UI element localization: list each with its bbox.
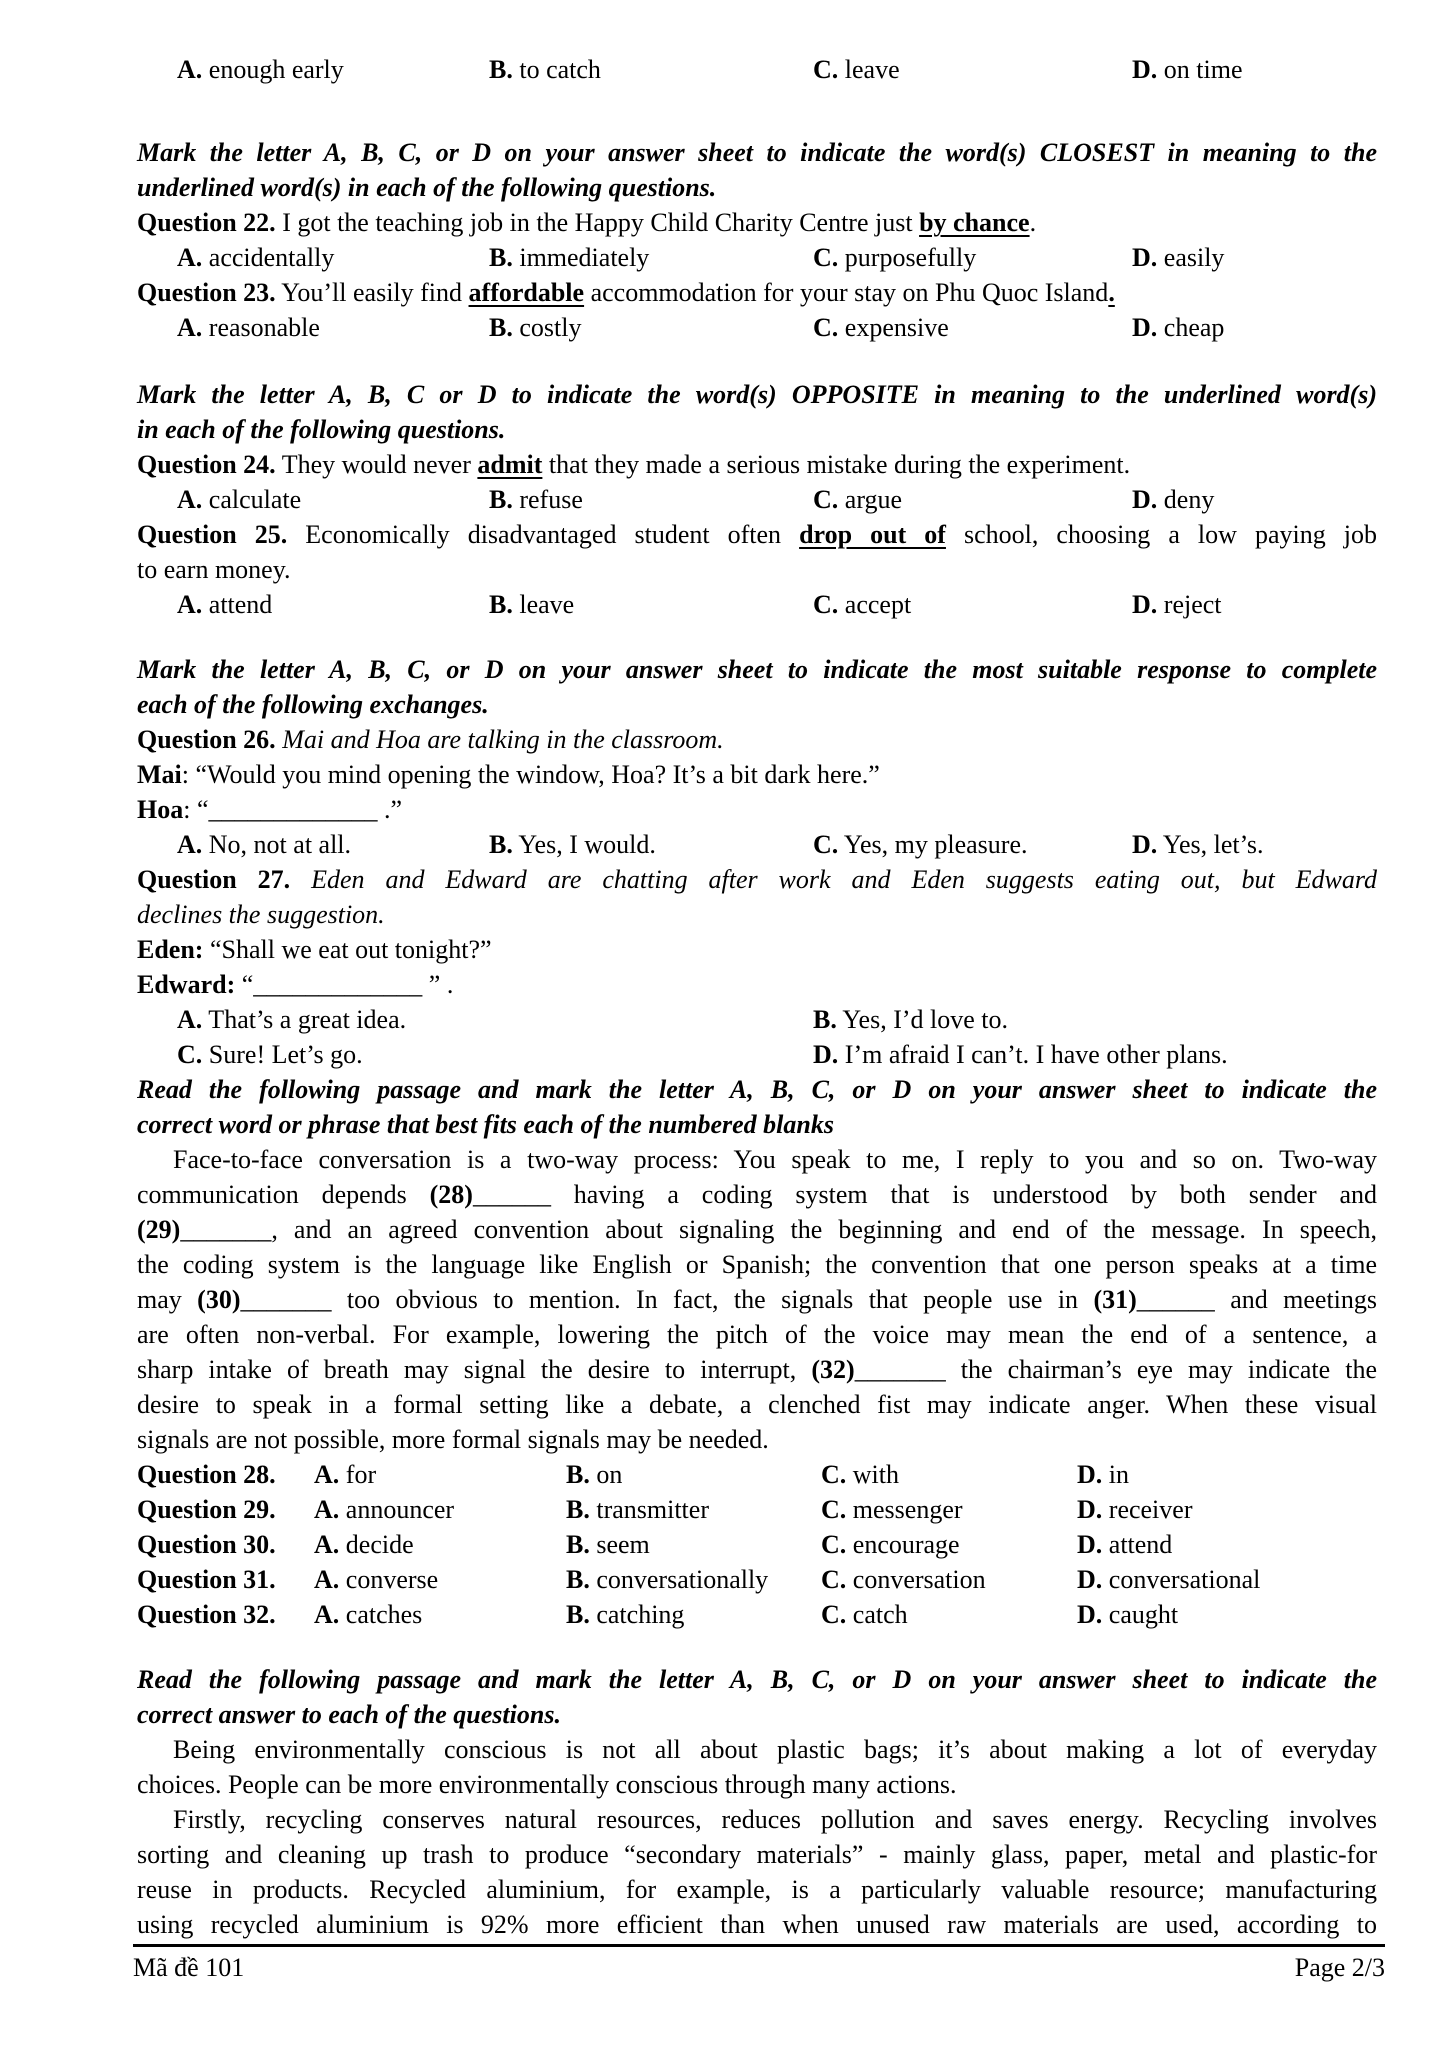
question-options-row <box>137 1597 1377 1632</box>
options-row <box>137 1037 1377 1072</box>
option-D: D. in <box>1077 1460 1130 1489</box>
passage-line: desire to speak in a formal setting like a debate, a clenched fist may indicate anger. When these visual <box>137 1390 1377 1419</box>
option-B: B. catching <box>566 1600 685 1629</box>
passage-line: Face-to-face conversation is a two-way process: You speak to me, I reply to you and so on. Two-way <box>173 1145 1377 1174</box>
passage-line: communication depends (28)______ having a coding system that is understood by both sender and <box>137 1180 1378 1209</box>
question-line: Question 24. They would never admit that they made a serious mistake during the experiment. <box>137 450 1131 479</box>
dialogue-line: Edward: “_____________ ” . <box>137 970 454 999</box>
instruction-line: Mark the letter A, B, C, or D on your answer sheet to indicate the word(s) CLOSEST in meaning to the <box>137 138 1377 167</box>
passage-line: reuse in products. Recycled aluminium, for example, is a particularly valuable resource; manufacturing <box>137 1875 1377 1904</box>
option-B: B. seem <box>566 1530 650 1559</box>
instruction-line: Read the following passage and mark the letter A, B, C, or D on your answer sheet to indicate the <box>137 1075 1377 1104</box>
option-A: A. No, not at all. <box>177 830 352 859</box>
option-C: C. Sure! Let’s go. <box>177 1040 363 1069</box>
options-row <box>137 1002 1377 1037</box>
options-row <box>137 827 1377 862</box>
options-row <box>137 587 1377 622</box>
question-label: Question 29. <box>137 1495 276 1524</box>
option-A: A. reasonable <box>177 313 320 342</box>
question-label: Question 32. <box>137 1600 276 1629</box>
question-label: Question 31. <box>137 1565 276 1594</box>
dialogue-line: Eden: “Shall we eat out tonight?” <box>137 935 492 964</box>
option-A: A. catches <box>314 1600 423 1629</box>
option-C: C. conversation <box>821 1565 986 1594</box>
options-row <box>137 240 1377 275</box>
option-B: B. transmitter <box>566 1495 709 1524</box>
option-D: D. Yes, let’s. <box>1132 830 1264 859</box>
question-line: declines the suggestion. <box>137 900 385 929</box>
question-options-row <box>137 1527 1377 1562</box>
option-C: C. with <box>821 1460 900 1489</box>
dialogue-line: Hoa: “_____________ .” <box>137 795 403 824</box>
passage-line: (29)_______, and an agreed convention about signaling the beginning and end of the message. In speech, <box>137 1215 1377 1244</box>
option-A: A. announcer <box>314 1495 455 1524</box>
option-D: D. reject <box>1132 590 1222 619</box>
page-number: Page 2/3 <box>1294 1953 1385 1982</box>
question-line: Question 22. I got the teaching job in the Happy Child Charity Centre just by chance. <box>137 208 1037 237</box>
passage-line: signals are not possible, more formal signals may be needed. <box>137 1425 769 1454</box>
page-footer <box>133 1944 1385 1985</box>
question-line: Question 26. Mai and Hoa are talking in the classroom. <box>137 725 724 754</box>
option-C: C. leave <box>813 55 900 84</box>
section-gap <box>137 87 1377 135</box>
option-B: B. costly <box>489 313 582 342</box>
option-C: C. accept <box>813 590 912 619</box>
passage-line: choices. People can be more environmentally conscious through many actions. <box>137 1770 957 1799</box>
option-D: D. receiver <box>1077 1495 1193 1524</box>
instruction-line: underlined word(s) in each of the following questions. <box>137 173 717 202</box>
option-B: B. immediately <box>489 243 650 272</box>
option-D: D. conversational <box>1077 1565 1261 1594</box>
option-C: C. Yes, my pleasure. <box>813 830 1028 859</box>
option-C: C. purposefully <box>813 243 977 272</box>
option-B: B. on <box>566 1460 623 1489</box>
option-B: B. leave <box>489 590 575 619</box>
option-B: B. refuse <box>489 485 583 514</box>
section-gap <box>137 345 1377 377</box>
options-row <box>137 52 1377 87</box>
options-row <box>137 482 1377 517</box>
passage-line: sorting and cleaning up trash to produce “secondary materials” - mainly glass, paper, metal and plastic-for <box>137 1840 1377 1869</box>
instruction-line: Mark the letter A, B, C, or D on your answer sheet to indicate the most suitable response to complete <box>137 655 1377 684</box>
passage-line: are often non-verbal. For example, lowering the pitch of the voice may mean the end of a sentence, a <box>137 1320 1377 1349</box>
option-D: D. cheap <box>1132 313 1225 342</box>
question-line: Question 27. Eden and Edward are chatting after work and Eden suggests eating out, but Edward <box>137 865 1378 894</box>
option-C: C. encourage <box>821 1530 960 1559</box>
passage-line: the coding system is the language like English or Spanish; the convention that one person speaks at a time <box>137 1250 1377 1279</box>
question-line: Question 23. You’ll easily find affordable accommodation for your stay on Phu Quoc Island. <box>137 278 1115 307</box>
section-gap <box>137 622 1377 652</box>
section-gap <box>137 1632 1377 1662</box>
option-D: D. caught <box>1077 1600 1179 1629</box>
question-options-row <box>137 1562 1377 1597</box>
question-line: Question 25. Economically disadvantaged student often drop out of school, choosing a low paying job <box>137 520 1377 549</box>
option-A: A. That’s a great idea. <box>177 1005 407 1034</box>
passage-line: using recycled aluminium is 92% more efficient than when unused raw materials are used, according to <box>137 1910 1377 1939</box>
passage-line: may (30)_______ too obvious to mention. In fact, the signals that people use in (31)______ and meetings <box>137 1285 1378 1314</box>
option-A: A. calculate <box>177 485 302 514</box>
option-D: D. I’m afraid I can’t. I have other plans. <box>813 1040 1228 1069</box>
question-options-row <box>137 1457 1377 1492</box>
option-A: A. accidentally <box>177 243 335 272</box>
question-options-row <box>137 1492 1377 1527</box>
option-D: D. on time <box>1132 55 1243 84</box>
option-A: A. converse <box>314 1565 439 1594</box>
option-C: C. messenger <box>821 1495 963 1524</box>
option-B: B. Yes, I would. <box>489 830 656 859</box>
instruction-line: each of the following exchanges. <box>137 690 489 719</box>
document-content <box>137 52 1377 1942</box>
question-label: Question 28. <box>137 1460 276 1489</box>
option-C: C. expensive <box>813 313 949 342</box>
instruction-line: correct answer to each of the questions. <box>137 1700 561 1729</box>
question-line: to earn money. <box>137 555 291 584</box>
option-B: B. Yes, I’d love to. <box>813 1005 1009 1034</box>
instruction-line: correct word or phrase that best fits each of the numbered blanks <box>137 1110 834 1139</box>
passage-line: Being environmentally conscious is not all about plastic bags; it’s about making a lot of everyday <box>173 1735 1377 1764</box>
passage-line: sharp intake of breath may signal the desire to interrupt, (32)_______ the chairman’s eye may indicate the <box>137 1355 1377 1384</box>
instruction-line: Mark the letter A, B, C or D to indicate the word(s) OPPOSITE in meaning to the underlined word(s) <box>137 380 1377 409</box>
option-B: B. to catch <box>489 55 601 84</box>
instruction-line: in each of the following questions. <box>137 415 506 444</box>
option-D: D. attend <box>1077 1530 1173 1559</box>
question-label: Question 30. <box>137 1530 276 1559</box>
option-A: A. for <box>314 1460 377 1489</box>
option-C: C. argue <box>813 485 903 514</box>
passage-line: Firstly, recycling conserves natural resources, reduces pollution and saves energy. Recycling involves <box>173 1805 1377 1834</box>
option-B: B. conversationally <box>566 1565 769 1594</box>
options-row <box>137 310 1377 345</box>
option-C: C. catch <box>821 1600 908 1629</box>
exam-code: Mã đề 101 <box>133 1953 245 1982</box>
dialogue-line: Mai: “Would you mind opening the window, Hoa? It’s a bit dark here.” <box>137 760 880 789</box>
option-D: D. deny <box>1132 485 1215 514</box>
option-A: A. decide <box>314 1530 414 1559</box>
option-D: D. easily <box>1132 243 1225 272</box>
option-A: A. attend <box>177 590 273 619</box>
option-A: A. enough early <box>177 55 344 84</box>
instruction-line: Read the following passage and mark the letter A, B, C, or D on your answer sheet to indicate the <box>137 1665 1377 1694</box>
